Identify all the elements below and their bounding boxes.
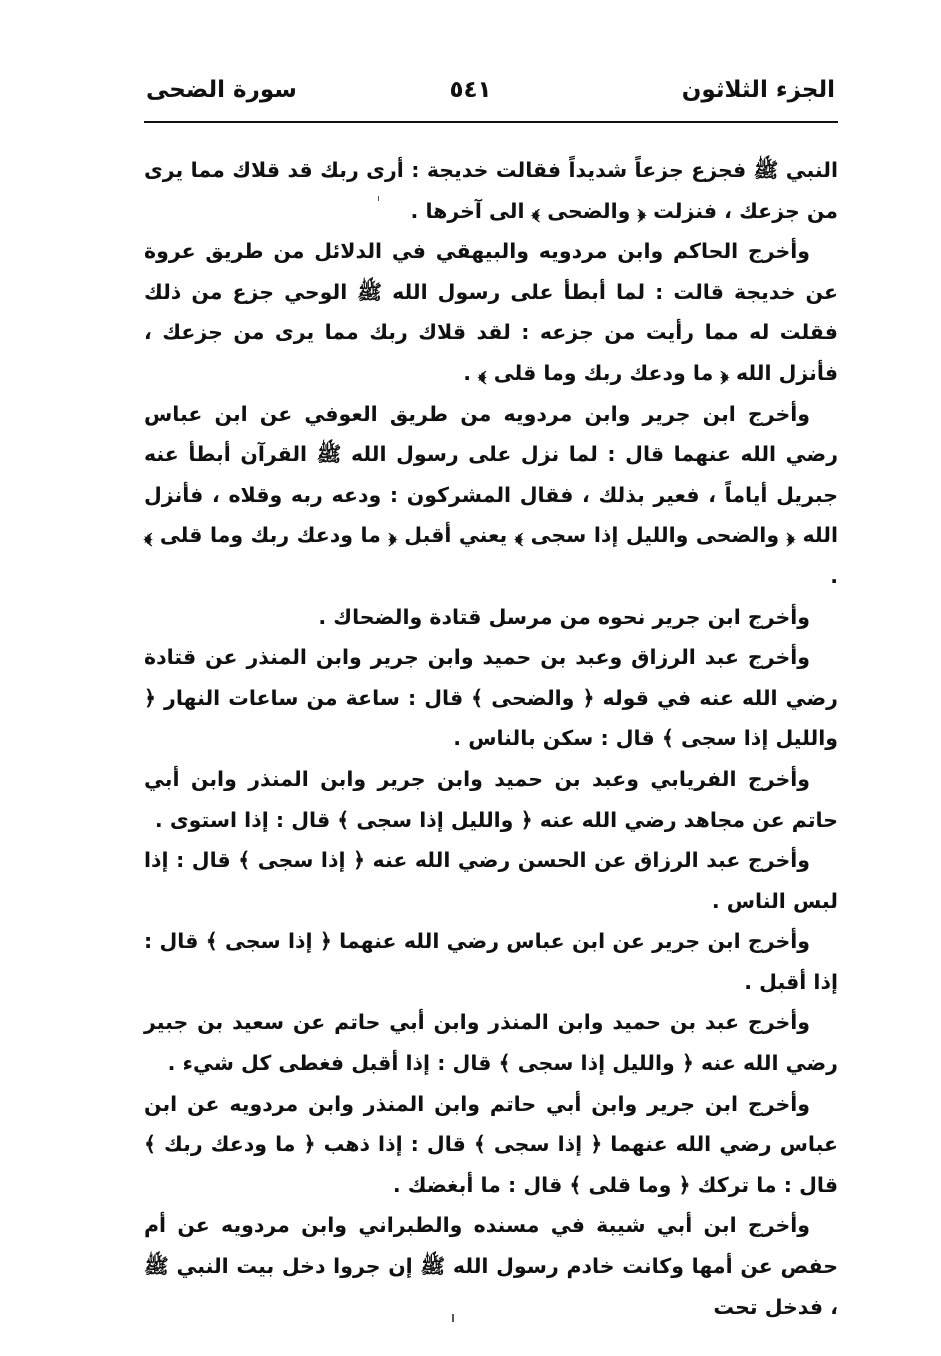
scan-speck [378, 196, 379, 201]
paragraph: وأخرج ابن جرير نحوه من مرسل قتادة والضحاك . [318, 604, 810, 629]
paragraph-continued: النبي ﷺ فجزع جزعاً شديداً فقالت خديجة : أرى ربك قد قلاك مما يرى من جزعك ، فنزلت ﴿ والضحى ﴾ الى آخرها . [144, 158, 838, 223]
paragraph: وأخرج الفريابي وعبد بن حميد وابن جرير وابن المنذر وابن أبي حاتم عن مجاهد رضي الله عنه ﴿ والليل إذا سجى ﴾ قال : إذا استوى . [144, 766, 838, 832]
scan-speck [452, 1314, 454, 1322]
paragraph: وأخرج عبد الرزاق وعبد بن حميد وابن جرير وابن المنذر عن قتادة رضي الله عنه في قوله ﴿ والضحى ﴾ قال : ساعة من ساعات النهار ﴿ والليل إذا سجى ﴾ قال : سكن بالناس . [144, 645, 838, 751]
header-rule [144, 121, 838, 123]
paragraph: وأخرج عبد الرزاق عن الحسن رضي الله عنه ﴿ إذا سجى ﴾ قال : إذا لبس الناس . [144, 848, 838, 913]
main-text [144, 150, 838, 1327]
paragraph: وأخرج ابن جرير وابن مردويه من طريق العوفي عن ابن عباس رضي الله عنهما قال : لما نزل على رسول الله ﷺ القرآن أبطأ عنه جبريل أياماً ، فعير بذلك ، فقال المشركون : ودعه ربه وقلاه ، فأنزل الله ﴿ والضحى والليل إذا سجى ﴾ يعني أقبل ﴿ ما ودعك ربك وما قلى ﴾ . [144, 401, 838, 588]
paragraph: وأخرج ابن جرير وابن أبي حاتم وابن المنذر وابن مردويه عن ابن عباس رضي الله عنهما ﴿ إذا سجى ﴾ قال : إذا ذهب ﴿ ما ودعك ربك ﴾ قال : ما تركك ﴿ وما قلى ﴾ قال : ما أبغضك . [144, 1091, 838, 1197]
paragraph: وأخرج الحاكم وابن مردويه والبيهقي في الدلائل من طريق عروة عن خديجة قالت : لما أبطأ على رسول الله ﷺ الوحي جزع من ذلك فقلت له مما رأيت من جزعه : لقد قلاك ربك مما يرى من جزعك ، فأنزل الله ﴿ ما ودعك ربك وما قلى ﴾ . [144, 239, 838, 385]
paragraph: وأخرج عبد بن حميد وابن المنذر وابن أبي حاتم عن سعيد بن جبير رضي الله عنه ﴿ والليل إذا سجى ﴾ قال : إذا أقبل فغطى كل شيء . [144, 1010, 838, 1076]
page-number: ٥٤١ [449, 77, 492, 103]
paragraph: وأخرج ابن جرير عن ابن عباس رضي الله عنهما ﴿ إذا سجى ﴾ قال : إذا أقبل . [144, 929, 838, 994]
running-head-surah: سورة الضحى [146, 77, 297, 103]
paragraph-continues: وأخرج ابن أبي شيبة في مسنده والطبراني وابن مردويه عن أم حفص عن أمها وكانت خادم رسول الله ﷺ إن جروا دخل بيت النبي ﷺ ، فدخل تحت [144, 1213, 838, 1319]
running-head-part: الجزء الثلاثون [681, 77, 835, 103]
